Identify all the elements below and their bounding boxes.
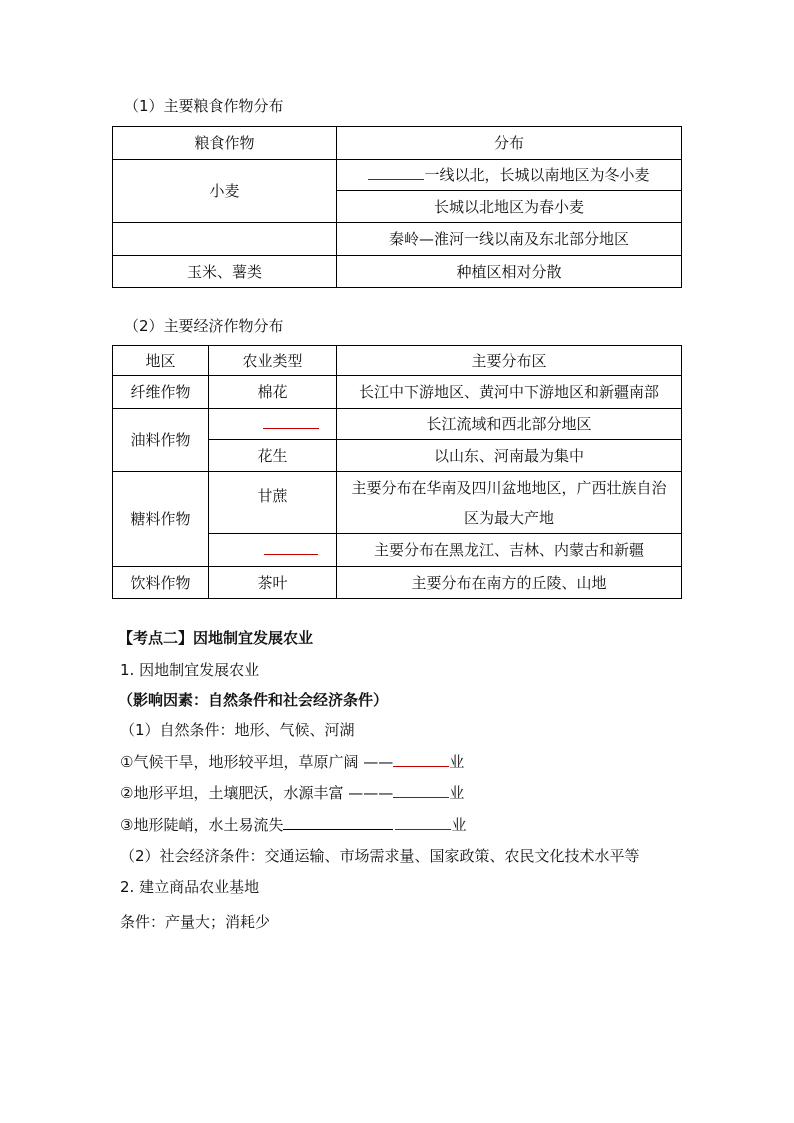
fill-blank[interactable] [263,414,319,429]
dist-line: 区为最大产地 [463,508,554,527]
table-row [113,567,682,599]
table-header-row [113,346,682,376]
grain-crops-table [112,126,682,288]
dist-cell: 主要分布在黑龙江、吉林、内蒙古和新疆 [337,534,682,567]
crop-cell: 花生 [209,440,337,472]
crop-cell [209,534,337,567]
item-2-title: 2. 建立商品农业基地 [120,878,260,896]
table-row [113,256,682,288]
fill-blank[interactable] [393,752,449,767]
corn-cell: 玉米、薯类 [113,256,337,288]
suffix: 业 [449,784,465,802]
crop-cell: 棉花 [209,376,337,409]
category-cell: 饮料作物 [113,567,209,599]
dash-line [283,820,393,830]
table-row [113,376,682,409]
economic-crops-table [112,345,682,599]
condition-text: ③地形陡峭，水土易流失 [120,816,284,834]
category-cell: 油料作物 [113,409,209,472]
dist-cell: 主要分布在南方的丘陵、山地 [337,567,682,599]
wheat-cell: 小麦 [113,160,337,223]
suffix: 业 [449,753,465,771]
category-cell: 糖料作物 [113,472,209,567]
factors-note: （影响因素：自然条件和社会经济条件） [118,691,389,709]
base-conditions: 条件：产量大；消耗少 [120,913,271,931]
suffix: 业 [451,816,467,834]
wheat-winter-text: 一线以北，长城以南地区为冬小麦 [424,166,650,184]
condition-text: ②地形平坦，土壤肥沃，水源丰富 ——— [120,784,394,802]
header-cell: 地区 [113,346,209,376]
condition-2 [120,783,464,803]
header-cell: 粮食作物 [113,127,337,160]
dist-cell: 长江流域和西北部分地区 [337,409,682,440]
dist-cell [337,472,682,534]
table-header-row [113,127,682,160]
table-row [113,160,682,191]
section1-title: （1）主要粮食作物分布 [124,97,284,115]
natural-conditions: （1）自然条件：地形、气候、河湖 [120,721,355,739]
table-row [113,409,682,440]
wheat-spring-cell: 长城以北地区为春小麦 [337,191,682,223]
condition-1 [120,752,464,772]
fill-blank[interactable] [368,165,424,180]
header-cell: 农业类型 [209,346,337,376]
wheat-winter-cell [337,160,682,191]
rice-dist-cell: 秦岭—淮河一线以南及东北部分地区 [337,223,682,256]
fill-blank[interactable] [264,540,318,555]
section2-title: （2）主要经济作物分布 [124,317,284,335]
fill-blank[interactable] [395,815,451,830]
condition-3 [120,815,466,835]
fill-blank[interactable] [393,783,449,798]
header-cell: 主要分布区 [337,346,682,376]
key-point-heading: 【考点二】因地制宜发展农业 [118,629,314,647]
rice-crop-cell[interactable] [113,223,337,256]
dist-line: 主要分布在华南及四川盆地地区，广西壮族自治 [351,478,667,497]
corn-dist-cell: 种植区相对分散 [337,256,682,288]
header-cell: 分布 [337,127,682,160]
dist-cell: 以山东、河南最为集中 [337,440,682,472]
crop-cell: 甘蔗 [209,472,337,534]
item-1-title: 1. 因地制宜发展农业 [120,661,260,679]
category-cell: 纤维作物 [113,376,209,409]
crop-cell: 茶叶 [209,567,337,599]
table-row [113,223,682,256]
condition-text: ①气候干旱，地形较平坦，草原广阔 —— [120,753,394,771]
crop-cell [209,409,337,440]
dist-cell: 长江中下游地区、黄河中下游地区和新疆南部 [337,376,682,409]
table-row [113,472,682,534]
social-conditions: （2）社会经济条件：交通运输、市场需求量、国家政策、农民文化技术水平等 [120,847,640,865]
